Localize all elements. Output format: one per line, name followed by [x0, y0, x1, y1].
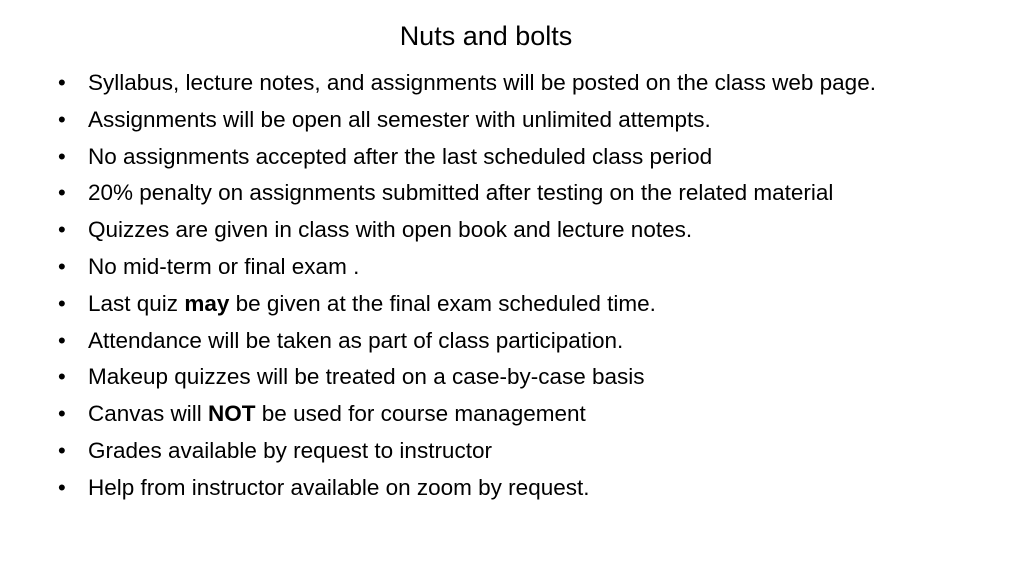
bullet-icon: • [58, 290, 66, 316]
bullet-text: No assignments accepted after the last scheduled class period [88, 143, 713, 169]
bullet-icon: • [58, 106, 66, 132]
bullet-item [58, 323, 1018, 360]
bullet-text-emphasis: may [184, 290, 230, 316]
bullet-text-before: Last quiz [88, 290, 185, 316]
bullet-text: Syllabus, lecture notes, and assignments will be posted on the class web page. [88, 70, 876, 95]
bullet-item [58, 139, 1018, 176]
bullet-icon: • [58, 437, 66, 463]
bullet-item [58, 286, 1018, 323]
bullet-text: Makeup quizzes will be treated on a case-by-case basis [88, 364, 645, 390]
bullet-text: 20% penalty on assignments submitted after testing on the related material [88, 180, 834, 206]
bullet-icon: • [58, 327, 66, 353]
bullet-text-emphasis: NOT [208, 401, 256, 427]
bullet-text-after: be used for course management [255, 401, 586, 427]
bullet-text [88, 291, 656, 316]
bullet-item [58, 433, 1018, 470]
bullet-icon: • [58, 253, 66, 279]
bullet-text: Help from instructor available on zoom by request. [88, 474, 590, 500]
bullet-icon: • [58, 217, 66, 243]
bullet-item [58, 175, 1018, 212]
bullet-icon: • [58, 401, 66, 427]
bullet-text: Assignments will be open all semester with unlimited attempts. [88, 106, 711, 132]
bullet-list [58, 65, 1018, 507]
bullet-item [58, 65, 1018, 102]
bullet-text-before: Canvas will [88, 401, 209, 427]
bullet-text: Grades available by request to instructor [88, 437, 492, 463]
bullet-text: Quizzes are given in class with open book and lecture notes. [88, 217, 693, 243]
bullet-text [88, 401, 586, 426]
bullet-icon: • [58, 364, 66, 390]
bullet-icon: • [58, 70, 66, 95]
bullet-item [58, 470, 1018, 507]
bullet-item [58, 249, 1018, 286]
bullet-text: No mid-term or final exam . [88, 253, 360, 279]
bullet-icon: • [58, 143, 66, 169]
bullet-item [58, 102, 1018, 139]
bullet-item [58, 212, 1018, 249]
bullet-item [58, 359, 1018, 396]
bullet-item [58, 396, 1018, 433]
bullet-icon: • [58, 474, 66, 500]
slide-title: Nuts and bolts [399, 21, 573, 51]
bullet-icon: • [58, 180, 66, 206]
bullet-text: Attendance will be taken as part of class participation. [88, 327, 624, 353]
bullet-text-after: be given at the final exam scheduled time. [229, 290, 656, 316]
